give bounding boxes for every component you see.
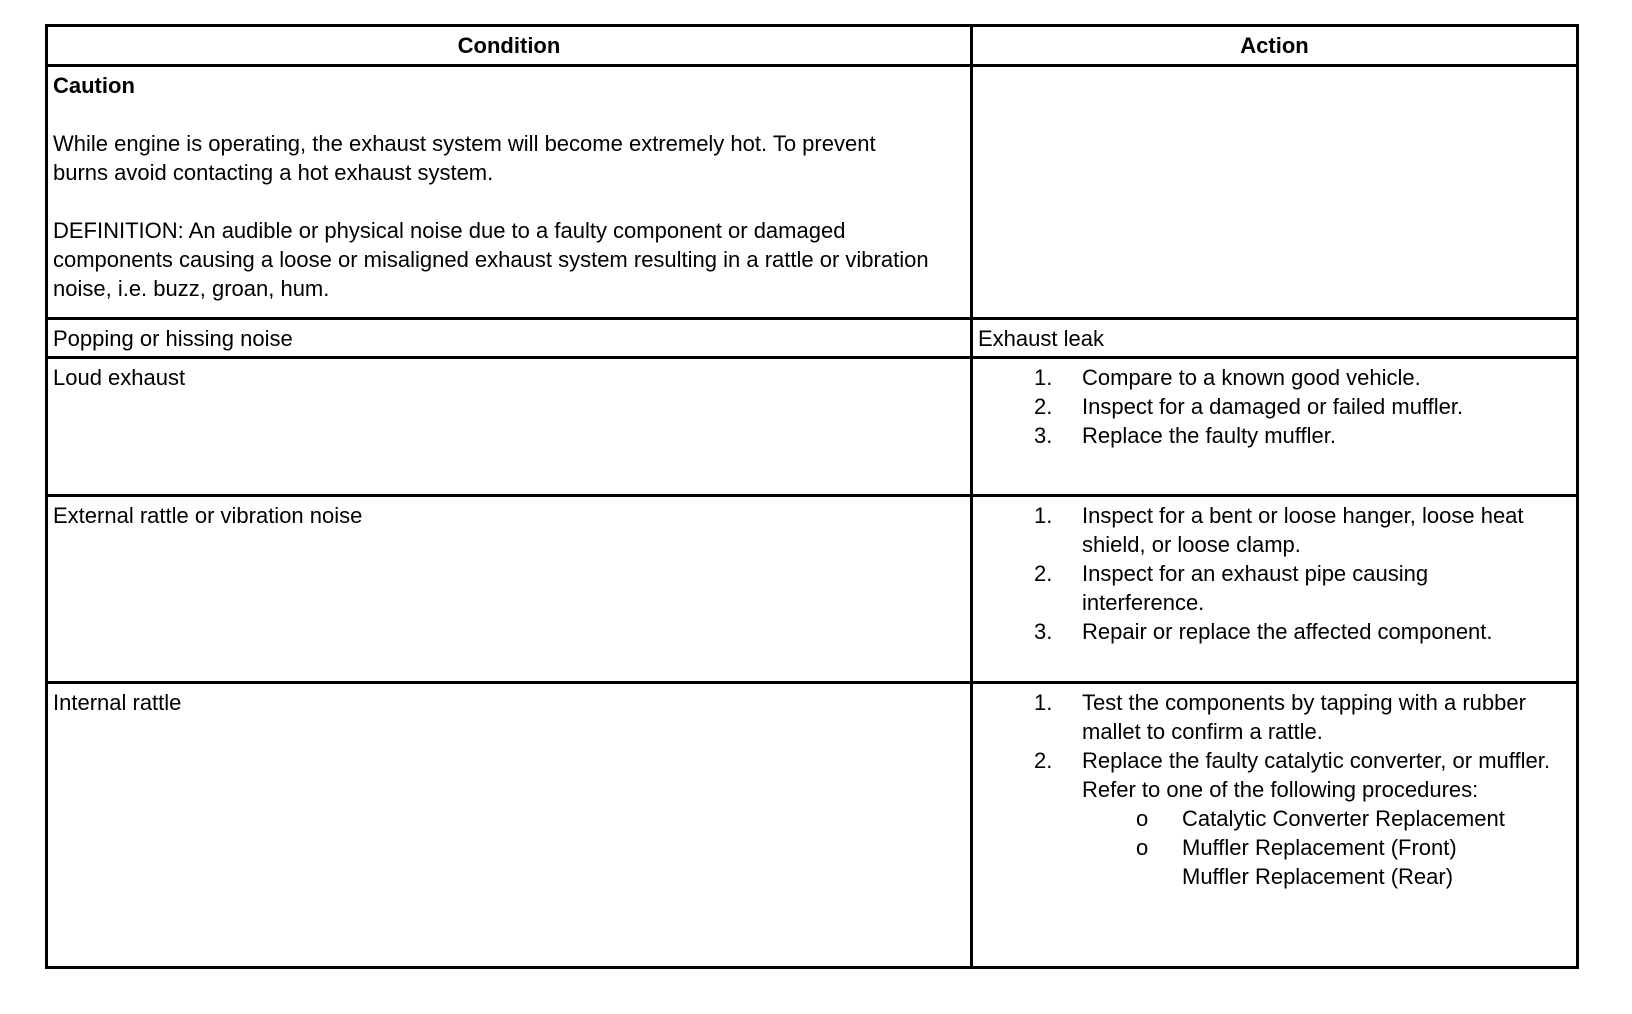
procedure-muffler-front[interactable]: Muffler Replacement (Front)	[1182, 835, 1457, 860]
procedure-link[interactable]	[1182, 862, 1551, 891]
list-item	[1034, 363, 1571, 392]
list-item	[1034, 392, 1571, 421]
diagnostic-table	[45, 24, 1579, 969]
procedure-muffler-rear[interactable]: Muffler Replacement (Rear)	[1182, 864, 1454, 889]
condition-cell: Popping or hissing noise	[47, 319, 972, 358]
step-number: 2.	[1034, 748, 1053, 773]
header-row	[47, 26, 1578, 66]
step-number: 2.	[1034, 394, 1053, 419]
procedure-link[interactable]	[1136, 833, 1551, 862]
condition-cell: Loud exhaust	[47, 358, 972, 496]
step-number: 1.	[1034, 690, 1053, 715]
procedure-catalytic-converter[interactable]: Catalytic Converter Replacement	[1182, 806, 1505, 831]
step-number: 1.	[1034, 365, 1053, 390]
step-text: Inspect for an exhaust pipe causing interference.	[1082, 561, 1429, 615]
step-text: Inspect for a damaged or failed muffler.	[1082, 394, 1464, 419]
condition-header: Condition	[47, 26, 972, 66]
step-text: Compare to a known good vehicle.	[1082, 365, 1421, 390]
condition-cell: External rattle or vibration noise	[47, 496, 972, 683]
steps-list	[978, 363, 1571, 450]
list-item	[1034, 501, 1551, 559]
list-item	[1034, 421, 1571, 450]
caution-title: Caution	[53, 73, 135, 98]
action-cell	[972, 358, 1578, 496]
step-number: 1.	[1034, 503, 1053, 528]
table-row	[47, 496, 1578, 683]
list-item	[1034, 617, 1551, 646]
procedures-list	[1082, 804, 1551, 891]
step-number: 3.	[1034, 423, 1053, 448]
steps-list	[978, 688, 1571, 891]
caution-action-cell	[972, 66, 1578, 319]
table-row	[47, 683, 1578, 968]
action-cell	[972, 683, 1578, 968]
caution-cell	[47, 66, 972, 319]
caution-text: While engine is operating, the exhaust system will become extremely hot. To prevent burns avoid contacting a hot exhaust system.	[53, 131, 876, 185]
procedure-link[interactable]	[1136, 804, 1551, 833]
definition-text: DEFINITION: An audible or physical noise due to a faulty component or damaged components causing a loose or misaligned exhaust system resulting in a rattle or vibration noise, i.e. buzz, groan, hum.	[53, 218, 929, 301]
table-row	[47, 358, 1578, 496]
table-row	[47, 319, 1578, 358]
action-header: Action	[972, 26, 1578, 66]
action-cell	[972, 496, 1578, 683]
bullet-icon: o	[1136, 835, 1149, 860]
steps-list	[978, 501, 1571, 646]
step-text: Repair or replace the affected component.	[1082, 619, 1493, 644]
list-item	[1034, 746, 1551, 891]
action-cell: Exhaust leak	[972, 319, 1578, 358]
bullet-icon: o	[1136, 806, 1149, 831]
step-text: Replace the faulty catalytic converter, or muffler. Refer to one of the following procedures:	[1082, 748, 1550, 802]
list-item	[1034, 688, 1551, 746]
condition-cell: Internal rattle	[47, 683, 972, 968]
list-item	[1034, 559, 1551, 617]
step-text: Inspect for a bent or loose hanger, loose heat shield, or loose clamp.	[1082, 503, 1524, 557]
caution-row	[47, 66, 1578, 319]
step-number: 2.	[1034, 561, 1053, 586]
step-number: 3.	[1034, 619, 1053, 644]
step-text: Replace the faulty muffler.	[1082, 423, 1336, 448]
step-text: Test the components by tapping with a rubber mallet to confirm a rattle.	[1082, 690, 1526, 744]
